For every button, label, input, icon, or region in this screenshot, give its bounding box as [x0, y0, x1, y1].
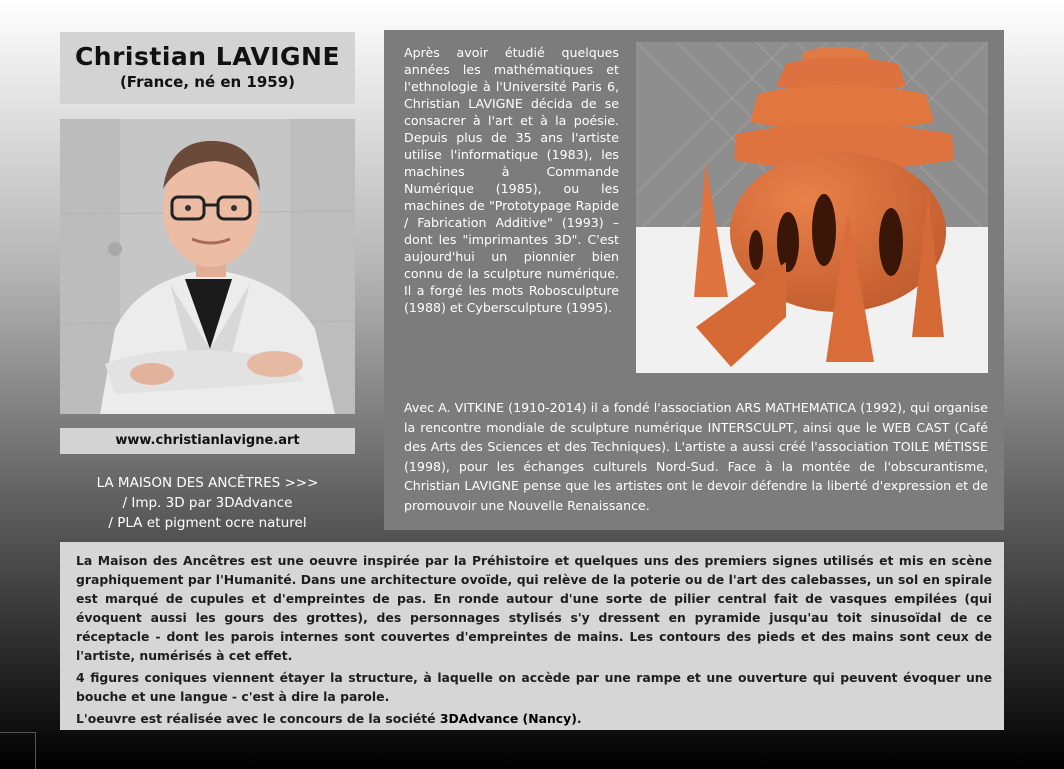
sculpture-illustration [636, 42, 988, 373]
description-paragraph-2: 4 figures coniques viennent étayer la structure, à laquelle on accède par une rampe et une ouverture qui peuvent évoquer une bouche et une langue - c'est à dire la parole. [76, 670, 992, 704]
description-paragraph-3 [76, 709, 992, 728]
website-link[interactable]: www.christianlavigne.art [60, 428, 355, 454]
corner-frame [0, 732, 36, 769]
caption-title: LA MAISON DES ANCÊTRES >>> [96, 475, 319, 491]
bio-wide-text: Avec A. VITKINE (1910-2014) il a fondé l'association ARS MATHEMATICA (1992), qui organise la rencontre mondiale de sculpture numérique INTERSCULPT, ainsi que le WEB CAST (Café des Arts des Sciences et des Techniques). L'artiste a aussi créé l'association TOILE MÉTISSE (1998), pour les échanges culturels Nord-Sud. Face à la montée de l'obscurantisme, Christian LAVIGNE pense que les artistes ont le devoir défendre la liberté d'expression et de promouvoir une Nouvelle Renaissance. [404, 400, 988, 513]
title-box [60, 32, 355, 104]
company-name: 3DAdvance (Nancy) [439, 711, 577, 726]
description-paragraph-1: La Maison des Ancêtres est une oeuvre inspirée par la Préhistoire et quelques uns des premiers signes utilisés et mis en scène graphiquement par l'Humanité. Dans une architecture ovoïde, qui relève de la poterie ou de l'art des calebasses, un sol en spirale est marqué de cupules et d'empreintes de pas. En ronde autour d'une sorte de pilier central fait de vasques empilées (qui évoquent aussi les gours des grottes), des personnages stylisés s'y dressent en pyramide jusqu'au toit sinusoïdal de ce réceptacle - dont les parois internes sont couvertes d'empreintes de mains. Les contours des pieds et des mains sont ceux de l'artiste, numérisés à cet effet. [76, 553, 992, 663]
description-p3-prefix: L'oeuvre est réalisée avec le concours de la société [76, 711, 440, 726]
artwork-caption [60, 473, 355, 533]
caption-material: / PLA et pigment ocre naturel [108, 515, 307, 531]
artwork-description [60, 542, 1004, 730]
sculpture-photo [636, 42, 988, 373]
description-p3-suffix: . [576, 711, 582, 726]
caption-printing: / Imp. 3D par 3DAdvance [122, 495, 293, 511]
bio-column-text: Après avoir étudié quelques années les mathématiques et l'ethnologie à l'Université Paris 6, Christian LAVIGNE décida de se consacrer à l'art et à la poésie. Depuis plus de 35 ans l'artiste utilise l'informatique (1983), les machines à Commande Numérique (1985), ou les machines de "Prototypage Rapide / Fabrication Additive" (1993) – dont les "imprimantes 3D". C'est aujourd'hui un pionnier bien connu de la sculpture numérique. Il a forgé les mots Robosculpture (1988) et Cybersculpture (1995). [404, 45, 619, 315]
artist-portrait [60, 119, 355, 414]
artist-name: Christian LAVIGNE [74, 42, 341, 71]
portrait-illustration [60, 119, 355, 414]
artist-subtitle: (France, né en 1959) [119, 73, 296, 91]
